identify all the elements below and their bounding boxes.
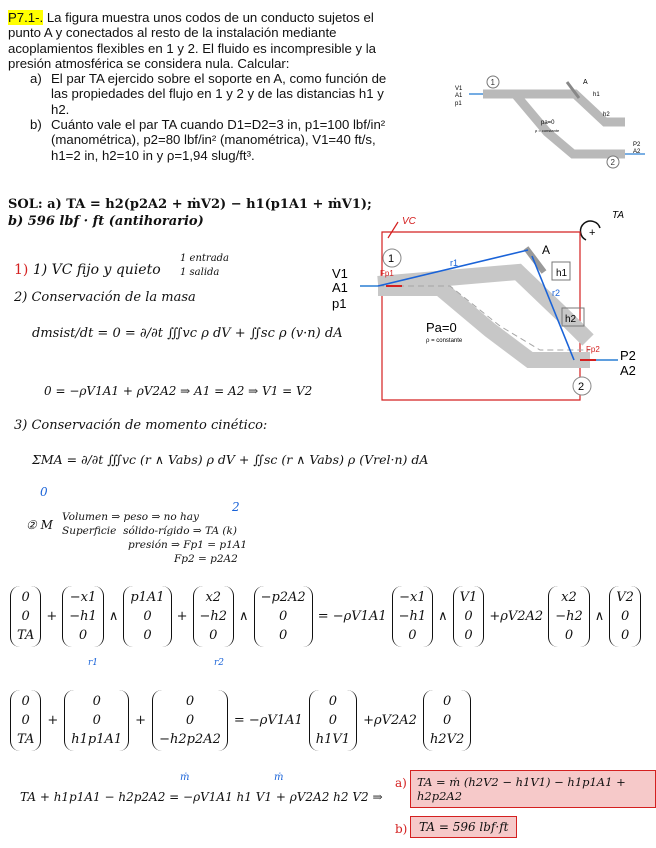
label-r2: r2 <box>214 658 225 668</box>
svg-text:h1: h1 <box>556 268 568 279</box>
answer-a-label: a) <box>395 776 407 790</box>
svg-text:TA: TA <box>612 210 625 221</box>
svg-text:h2: h2 <box>565 314 577 325</box>
solution-block <box>8 196 372 230</box>
step-2: 2) Conservación de la masa <box>14 290 196 305</box>
mdot-label-1: ṁ <box>180 772 190 783</box>
matrix-equation-2: 0 0 TA + 0 0 h1p1A1 + 0 0 −h2p2A2 = −ρV1A1 0 0 h1V1 +ρV2A2 0 0 h2V2 <box>10 690 471 751</box>
answer-b-box: TA = 596 lbf·ft <box>410 816 517 838</box>
svg-text:1: 1 <box>490 78 495 87</box>
item-b: b) Cuánto vale el par TA cuando D1=D2=3 in, p1=100 lbf/in² (manométrica), p2=80 lbf/in² (manométrica), V1=40 ft/s, h1=2 in, h2=10 in y ρ=1,94 slug/ft³. <box>30 117 386 163</box>
svg-text:r1: r1 <box>450 258 459 268</box>
step-1: 1) 1) VC fijo y quieto <box>14 262 161 278</box>
vec-r1: −x1 −h1 0 <box>62 586 104 647</box>
svg-text:A: A <box>542 243 551 257</box>
svg-text:Fp2: Fp2 <box>586 345 600 354</box>
mass-equation-result: 0 = −ρV1A1 + ρV2A2 ⇒ A1 = A2 ⇒ V1 = V2 <box>44 384 313 398</box>
svg-text:A2: A2 <box>633 149 641 155</box>
problem-line-4: presión atmosférica se considera nula. Calcular: <box>8 55 290 71</box>
svg-text:ρ = constante: ρ = constante <box>426 338 463 344</box>
vec-v1: V1 0 0 <box>453 586 485 647</box>
svg-text:r2: r2 <box>552 288 561 298</box>
two-marker: 2 <box>232 500 240 514</box>
svg-text:p1: p1 <box>332 296 347 311</box>
vec-moment-2: 0 0 −h2p2A2 <box>152 690 228 751</box>
zero-marker: 0 <box>40 485 48 499</box>
vec-fp2: −p2A2 0 0 <box>254 586 313 647</box>
svg-text:ρ = constante: ρ = constante <box>535 128 560 133</box>
svg-text:VC: VC <box>402 216 416 227</box>
vec-v2: V2 0 0 <box>609 586 641 647</box>
small-figure <box>455 72 651 174</box>
svg-text:+: + <box>589 227 596 239</box>
step-3: 3) Conservación de momento cinético: <box>14 418 268 433</box>
svg-text:p1: p1 <box>455 101 462 107</box>
svg-text:Fp1: Fp1 <box>380 269 394 278</box>
svg-text:P2: P2 <box>633 142 641 148</box>
vec-ta: 0 0 TA <box>10 690 41 751</box>
label-r1: r1 <box>88 658 99 668</box>
problem-line-2: punto A y conectados al resto de la instalación mediante <box>8 25 337 41</box>
final-equation: TA + h1p1A1 − h2p2A2 = −ρV1A1 h1 V1 + ρV2A2 h2 V2 ⇒ <box>20 790 383 804</box>
svg-text:A1: A1 <box>332 280 348 295</box>
svg-text:Pa=0: Pa=0 <box>426 320 457 335</box>
vec-fp1: p1A1 0 0 <box>123 586 171 647</box>
matrix-equation-1: 0 0 TA + −x1 −h1 0 ∧ p1A1 0 0 + x2 −h2 0 ∧ −p2A2 0 0 = −ρV1A1 −x1 −h1 0 ∧ V1 0 0 +ρV2A2 x2 −h2 0 ∧ V2 0 0 <box>10 586 650 647</box>
problem-line-3: acoplamientos flexibles en 1 y 2. El fluido es incompresible y la <box>8 40 376 56</box>
problem-statement <box>8 10 458 163</box>
answer-b-label: b) <box>395 822 408 836</box>
pipe-lower <box>378 288 590 360</box>
moments-label: ② M <box>26 518 53 532</box>
solution-a: SOL: a) TA = h2(p2A2 + ṁV2) − h1(p1A1 + ṁV1); <box>8 197 372 212</box>
vec-r2: x2 −h2 0 <box>193 586 235 647</box>
vec-r2b: x2 −h2 0 <box>548 586 590 647</box>
answer-a-box: TA = ṁ (h2V2 − h1V1) − h1p1A1 + h2p2A2 <box>410 770 656 808</box>
vec-flux-1: 0 0 h1V1 <box>309 690 357 751</box>
svg-text:2: 2 <box>578 381 585 393</box>
svg-text:P2: P2 <box>620 348 636 363</box>
vec-m1: 0 0 TA <box>10 586 41 647</box>
problem-number: P7.1-. <box>8 10 44 25</box>
svg-text:pa=0: pa=0 <box>541 120 555 126</box>
svg-text:h1: h1 <box>593 92 600 98</box>
svg-text:1: 1 <box>388 253 395 265</box>
svg-text:A: A <box>583 79 588 86</box>
vec-moment-1: 0 0 h1p1A1 <box>64 690 129 751</box>
vec-flux-2: 0 0 h2V2 <box>423 690 471 751</box>
solution-b: b) 596 lbf · ft (antihorario) <box>8 214 204 229</box>
vec-r1b: −x1 −h1 0 <box>392 586 434 647</box>
angular-equation: ΣMA = ∂/∂t ∭vc (r ∧ Vabs) ρ dV + ∬sc (r ∧ Vabs) ρ (Vrel·n) dA <box>32 452 429 467</box>
mdot-label-2: ṁ <box>274 772 284 783</box>
step-1-brace: 1 entrada 1 salida <box>180 253 230 278</box>
mass-equation: dmsist/dt = 0 = ∂/∂t ∭vc ρ dV + ∬sc ρ (v·n) dA <box>32 326 343 341</box>
big-figure <box>330 210 650 420</box>
svg-text:h2: h2 <box>603 112 610 118</box>
svg-text:V1: V1 <box>332 266 348 281</box>
svg-text:A1: A1 <box>455 93 463 99</box>
moments-detail: Volumen ⇒ peso ⇒ no hay Superficie sólido-rígido ⇒ TA (k) presión ⇒ Fp1 = p1A1 Fp2 = p2A2 <box>62 511 248 565</box>
item-a: a) El par TA ejercido sobre el soporte en A, como función de las propiedades del flujo en 1 y 2 y de las distancias h1 y h2. <box>30 71 387 117</box>
svg-text:2: 2 <box>610 158 615 167</box>
svg-text:V1: V1 <box>455 86 463 92</box>
svg-text:A2: A2 <box>620 363 636 378</box>
problem-line-1: P7.1-. La figura muestra unos codos de un conducto sujetos el <box>8 10 374 25</box>
